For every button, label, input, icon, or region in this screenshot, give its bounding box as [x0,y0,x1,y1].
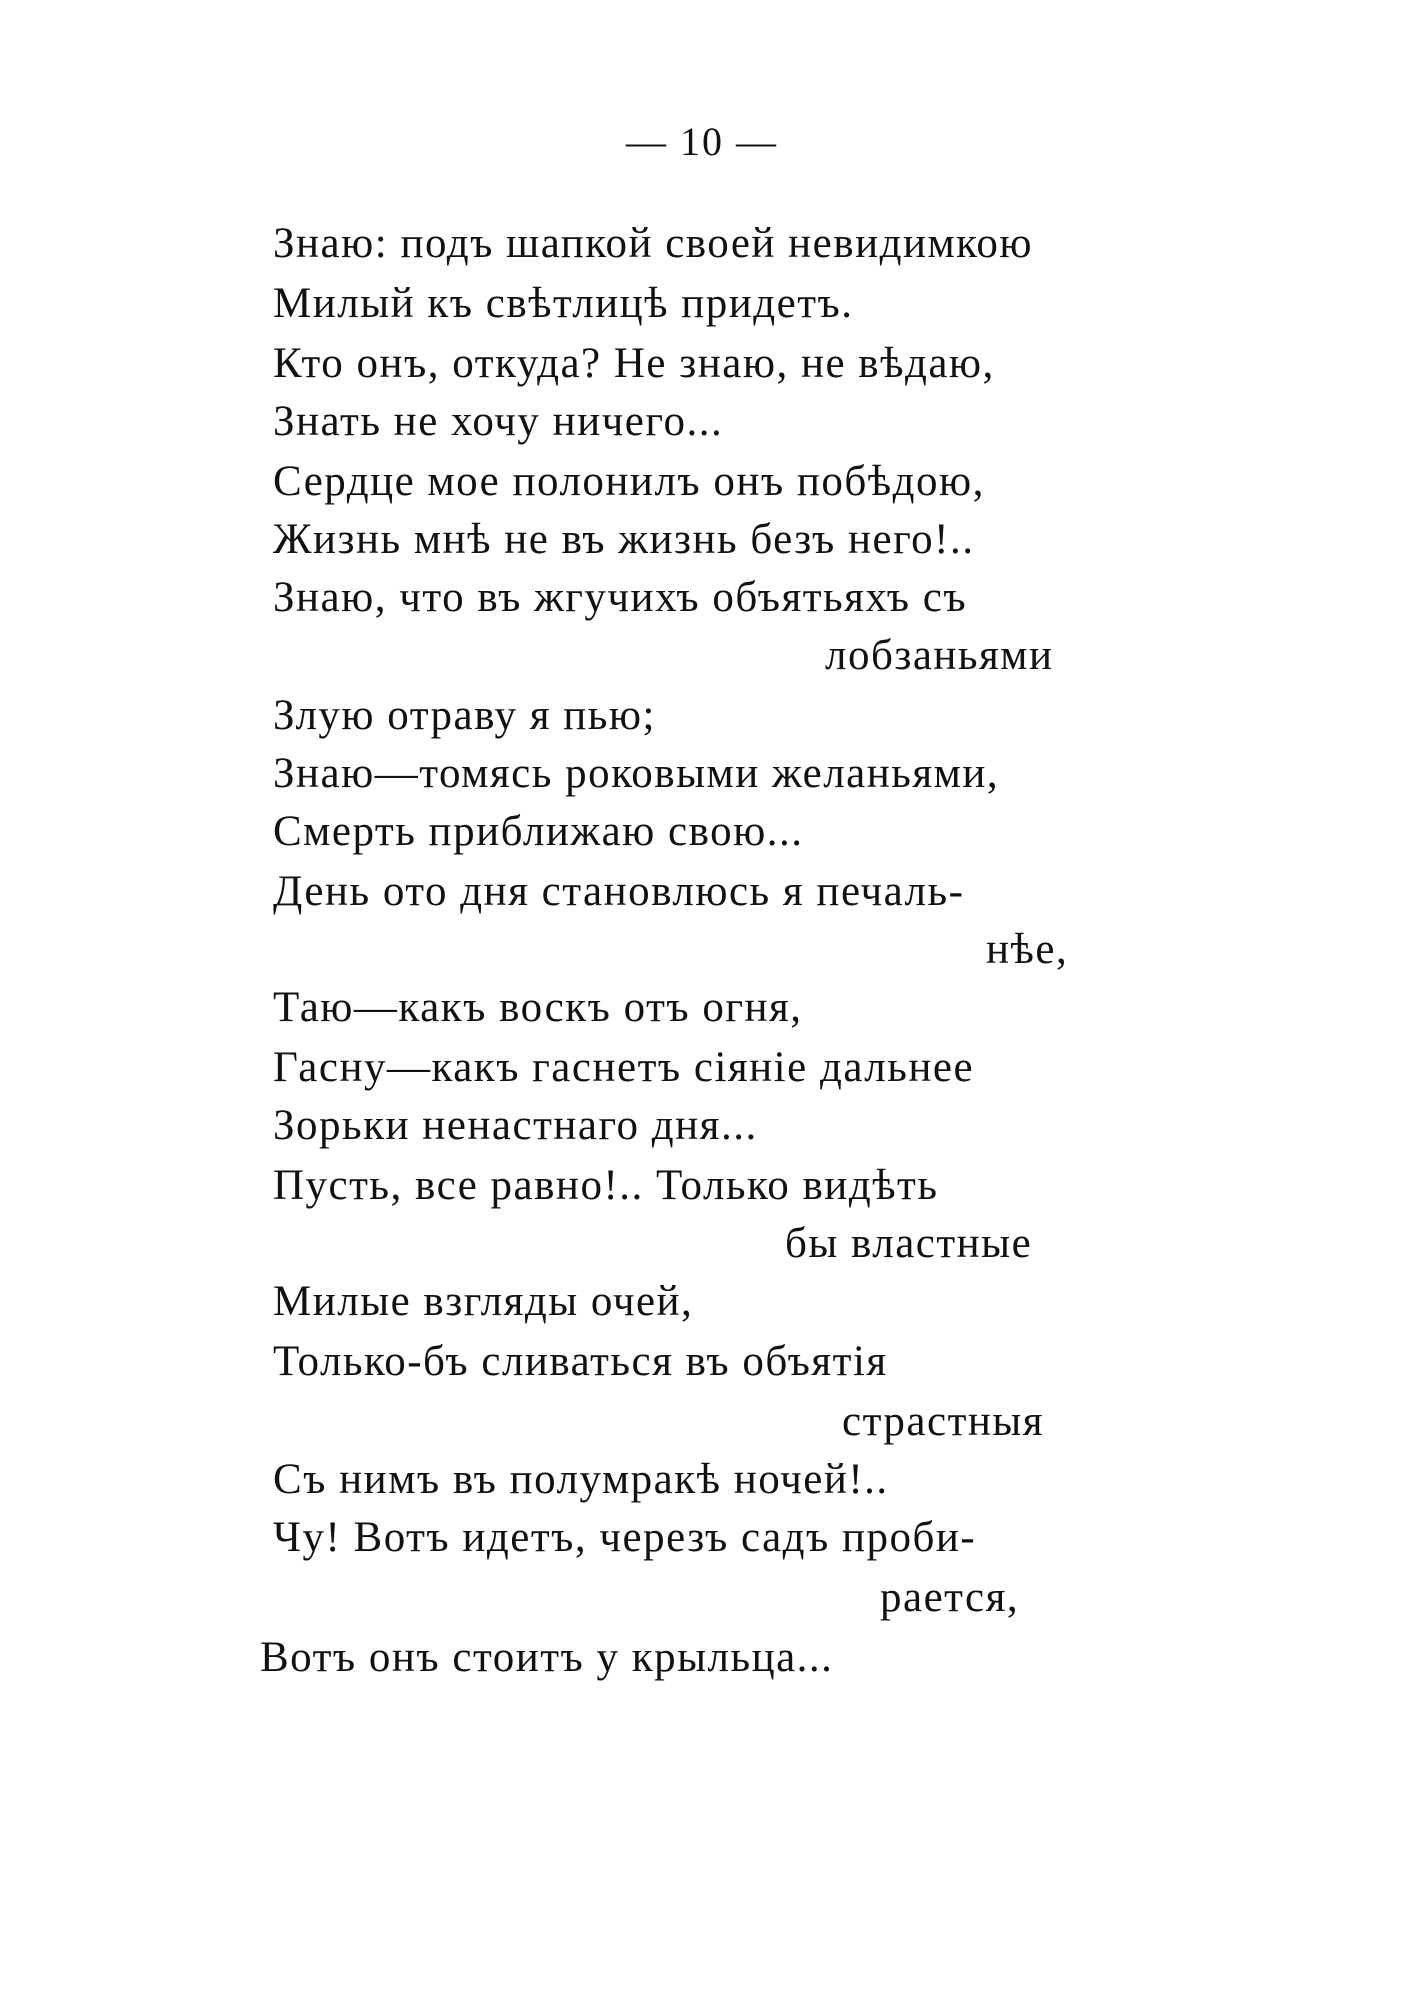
poem-line-continuation: лобзаньями [825,632,1054,679]
poem-line: Гасну—какъ гаснетъ сіяніе дальнее [273,1044,975,1091]
poem-line: Вотъ онъ стоитъ у крыльца... [260,1634,834,1681]
poem-line: Чу! Вотъ идетъ, черезъ садъ проби- [273,1514,977,1561]
poem-line-continuation: нѣе, [986,926,1069,973]
poem-line: Сердце мое полонилъ онъ побѣдою, [273,458,985,505]
page-number: — 10 — [626,119,778,164]
poem-line: Смерть приближаю свою... [273,808,804,855]
poem-line: Милые взгляды очей, [273,1278,694,1325]
poem-line: Знаю: подъ шапкой своей невидимкою [273,220,1034,267]
poem-line: Таю—какъ воскъ отъ огня, [273,984,803,1031]
poem-line-continuation: страстныя [842,1398,1045,1445]
poem-line: День ото дня становлюсь я печаль- [273,868,965,915]
poem-line: Знаю, что въ жгучихъ объятьяхъ съ [273,574,968,621]
poem-line: Только-бъ сливаться въ объятія [273,1338,888,1385]
poem-line: Злую отраву я пью; [273,692,656,739]
poem-line-continuation: бы властные [785,1220,1033,1267]
poem-line: Знаю—томясь роковыми желаньями, [273,750,1000,797]
poem-line: Жизнь мнѣ не въ жизнь безъ него!.. [273,516,975,563]
poem-line: Милый къ свѣтлицѣ придетъ. [273,280,854,327]
poem-line: Пусть, все равно!.. Только видѣть [273,1162,939,1209]
poem-line: Съ нимъ въ полумракѣ ночей!.. [273,1456,889,1503]
poem-line: Кто онъ, откуда? Не знаю, не вѣдаю, [273,340,995,387]
poem-line: Зорьки ненастнаго дня... [273,1102,758,1149]
poem-line-continuation: рается, [880,1574,1020,1621]
poem-line: Знать не хочу ничего... [273,398,724,445]
